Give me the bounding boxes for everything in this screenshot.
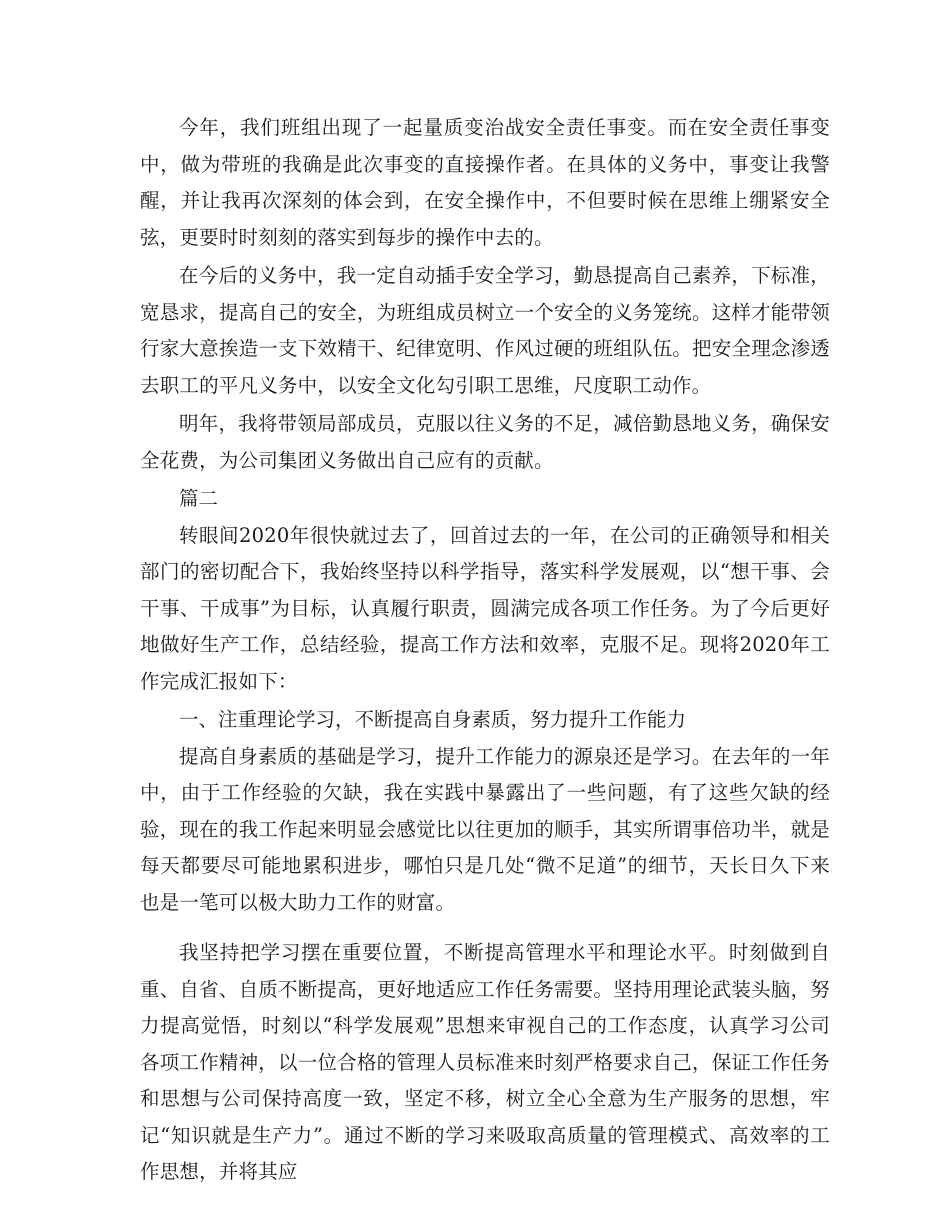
document-body <box>140 110 830 1191</box>
paragraph-accident-review: 今年，我们班组出现了一起量质变治战安全责任事变。而在安全责任事变中，做为带班的我确是此次事变的直接操作者。在具体的义务中，事变让我警醒，并让我再次深刻的体会到，在安全操作中，不但要时候在思维上绷紧安全弦，更要时时刻刻的落实到每步的操作中去的。 <box>140 116 830 249</box>
paragraph-future-commitment: 在今后的义务中，我一定自动插手安全学习，勤恳提高自己素养，下标准，宽恳求，提高自己的安全，为班组成员树立一个安全的义务笼统。这样才能带领行家大意挨造一支下效精干、纪律宽明、作风过硬的班组队伍。把安全理念渗透去职工的平凡义务中，以安全文化勾引职工思维，尺度职工动作。 <box>140 264 830 397</box>
paragraph-learning-priority: 我坚持把学习摆在重要位置，不断提高管理水平和理论水平。时刻做到自重、自省、自质不断提高，更好地适应工作任务需要。坚持用理论武装头脑，努力提高觉悟，时刻以“科学发展观”思想来审视自己的工作态度，认真学习公司各项工作精神，以一位合格的管理人员标准来时刻严格要求自己，保证工作任务和思想与公司保持高度一致，坚定不移，树立全心全意为生产服务的思想，牢记“知识就是生产力”。通过不断的学习来吸取高质量的管理模式、高效率的工作思想，并将其应 <box>140 941 830 1183</box>
paragraph-year-summary-intro: 转眼间2020年很快就过去了，回首过去的一年，在公司的正确领导和相关部门的密切配合下，我始终坚持以科学指导，落实科学发展观，以“想干事、会干事、干成事”为目标，认真履行职责，圆满完成各项工作任务。为了今后更好地做好生产工作，总结经验，提高工作方法和效率，克服不足。现将2020年工作完成汇报如下： <box>140 523 830 693</box>
section-heading-theory-study: 一、注重理论学习，不断提高自身素质，努力提升工作能力 <box>179 708 687 731</box>
section-heading-part-two: 篇二 <box>179 487 219 510</box>
paragraph-self-improvement: 提高自身素质的基础是学习，提升工作能力的源泉还是学习。在去年的一年中，由于工作经验的欠缺，我在实践中暴露出了一些问题，有了这些欠缺的经验，现在的我工作起来明显会感觉比以往更加的顺手，其实所谓事倍功半，就是每天都要尽可能地累积进步，哪怕只是几处“微不足道”的细节，天长日久下来也是一笔可以极大助力工作的财富。 <box>140 744 830 914</box>
paragraph-next-year-plan: 明年，我将带领局部成员，克服以往义务的不足，减倍勤恳地义务，确保安全花费，为公司集团义务做出自己应有的贡献。 <box>140 412 830 472</box>
